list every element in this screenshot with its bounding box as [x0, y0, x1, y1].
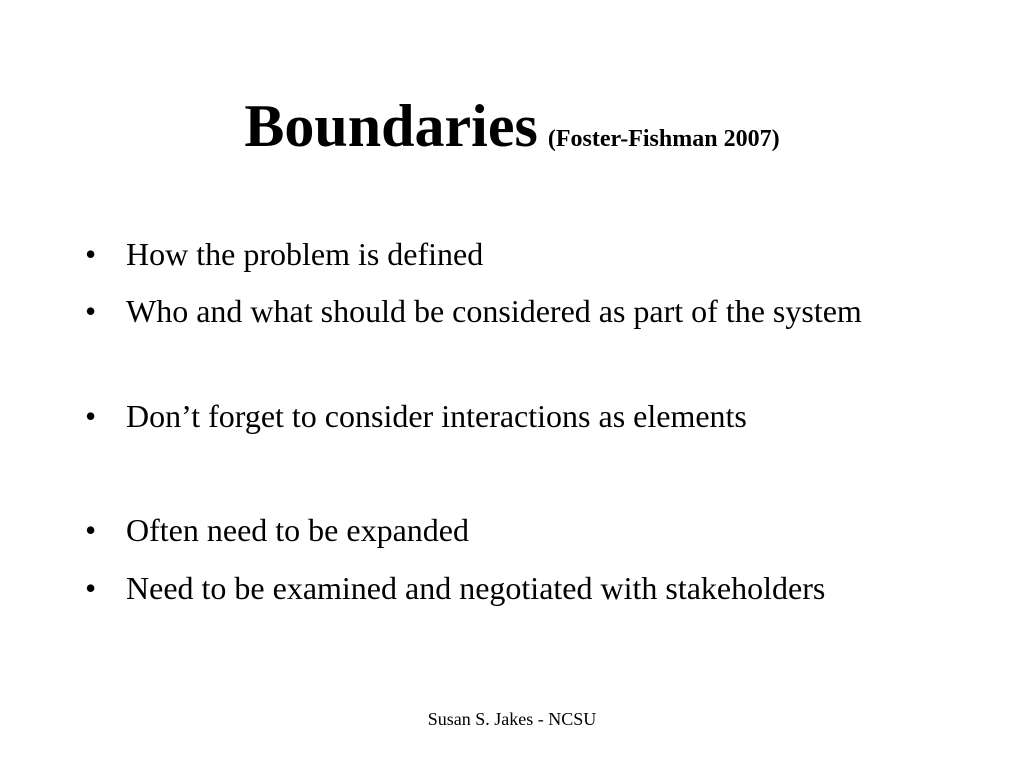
footer-text: Susan S. Jakes - NCSU [427, 709, 597, 729]
bullet-text: Often need to be expanded [126, 512, 469, 548]
bullet-item [85, 564, 945, 612]
bullet-item [85, 506, 945, 554]
bullet-text: How the problem is defined [126, 236, 484, 272]
bullet-marker: • [85, 236, 97, 272]
title-citation: (Foster-Fishman 2007) [547, 126, 780, 152]
bullet-item [85, 287, 945, 335]
bullet-text: Who and what should be considered as part of the system [126, 293, 862, 329]
bullet-text: Don’t forget to consider interactions as elements [126, 398, 747, 434]
slide-footer [0, 708, 1024, 730]
bullet-marker: • [85, 512, 97, 548]
bullet-text: Need to be examined and negotiated with stakeholders [126, 570, 826, 606]
bullet-marker: • [85, 570, 97, 606]
bullet-marker: • [85, 293, 97, 329]
title-text: Boundaries [244, 93, 538, 159]
bullet-item [85, 230, 945, 278]
bullet-item [85, 392, 945, 440]
bullet-marker: • [85, 398, 97, 434]
